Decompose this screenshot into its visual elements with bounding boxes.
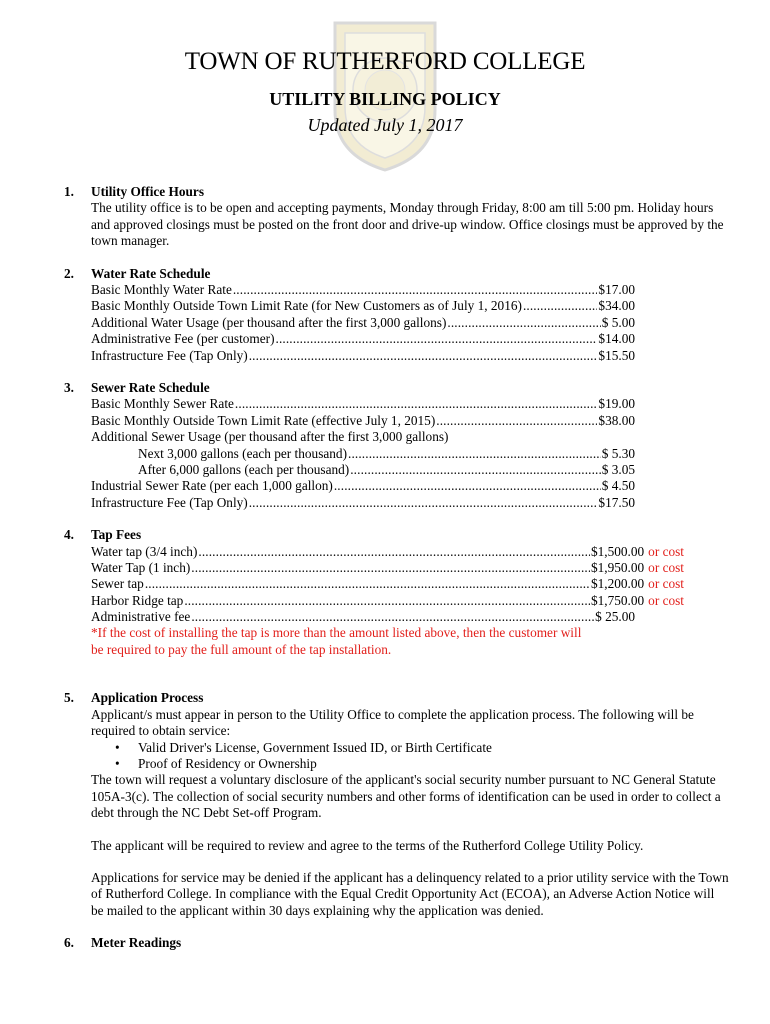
fee-value: $1,500.00 xyxy=(590,543,645,559)
rate-label: Basic Monthly Outside Town Limit Rate (effective July 1, 2015) xyxy=(91,412,436,428)
rate-value: $14.00 xyxy=(598,331,635,347)
policy-agreement-paragraph: The applicant will be required to review and agree to the terms of the Rutherford College Utility Policy. xyxy=(91,837,644,853)
rate-value: $ 5.00 xyxy=(601,314,635,330)
rate-row xyxy=(91,462,635,478)
fee-label: Harbor Ridge tap xyxy=(91,592,184,608)
section-body: The utility office is to be open and accepting payments, Monday through Friday, 8:00 am till 5:00 pm. Holiday hours and approved closings must be posted on the front door and drive-up window. Office closings must be approved by the town manager. xyxy=(91,200,724,249)
rate-value: $17.00 xyxy=(598,282,635,298)
rate-label: Additional Water Usage (per thousand after the first 3,000 gallons) xyxy=(91,314,447,330)
fee-value: $1,200.00 xyxy=(590,576,645,592)
fee-row xyxy=(91,593,684,609)
section-sewer-rates xyxy=(64,380,730,511)
section-number: 6. xyxy=(64,935,74,951)
fee-value: $ 25.00 xyxy=(595,609,635,625)
rate-value: $34.00 xyxy=(598,298,635,314)
rate-value: $15.50 xyxy=(598,347,635,363)
rate-label: Infrastructure Fee (Tap Only) xyxy=(91,347,248,363)
document-subtitle: UTILITY BILLING POLICY xyxy=(269,89,501,109)
section-heading: Sewer Rate Schedule xyxy=(91,379,210,395)
list-item: • Valid Driver's License, Government Issued ID, or Birth Certificate xyxy=(91,740,730,756)
section-heading: Water Rate Schedule xyxy=(91,265,211,281)
section-heading: Application Process xyxy=(91,690,204,706)
required-documents-list xyxy=(91,740,730,773)
rate-row xyxy=(91,348,635,364)
section-number: 1. xyxy=(64,184,74,199)
list-item: • Proof of Residency or Ownership xyxy=(91,756,730,772)
application-intro: Applicant/s must appear in person to the Utility Office to complete the application process. The following will be required to obtain service: xyxy=(91,706,694,739)
or-cost-note: or cost xyxy=(648,559,684,575)
rate-value: $ 5.30 xyxy=(601,445,635,461)
section-heading: Utility Office Hours xyxy=(91,184,204,199)
rate-value: $ 3.05 xyxy=(601,461,635,477)
section-meter-readings xyxy=(64,935,730,951)
rate-value: $17.50 xyxy=(598,494,635,510)
fee-label: Sewer tap xyxy=(91,576,144,592)
rate-row xyxy=(91,478,635,494)
section-tap-fees xyxy=(64,527,730,658)
fee-label: Water tap (3/4 inch) xyxy=(91,543,198,559)
rate-row xyxy=(91,413,635,429)
rate-label: Next 3,000 gallons (each per thousand) xyxy=(138,445,347,461)
rate-value: $ 4.50 xyxy=(601,478,635,494)
policy-content xyxy=(64,184,730,952)
section-number: 2. xyxy=(64,265,74,281)
section-office-hours xyxy=(64,184,730,250)
rate-label: Infrastructure Fee (Tap Only) xyxy=(91,494,248,510)
rate-row xyxy=(91,396,635,412)
fee-row xyxy=(91,609,635,625)
fee-label: Water Tap (1 inch) xyxy=(91,559,191,575)
fee-row xyxy=(91,560,684,576)
section-water-rates xyxy=(64,266,730,364)
additional-usage-label: Additional Sewer Usage (per thousand after the first 3,000 gallons) xyxy=(91,429,449,445)
section-heading: Meter Readings xyxy=(91,935,182,951)
rate-label: Industrial Sewer Rate (per each 1,000 gallon) xyxy=(91,478,333,494)
document-title: TOWN OF RUTHERFORD COLLEGE xyxy=(184,48,586,75)
rate-label: Administrative Fee (per customer) xyxy=(91,331,275,347)
section-application-process xyxy=(64,690,730,919)
updated-date: Updated July 1, 2017 xyxy=(307,115,463,135)
rate-row xyxy=(91,282,635,298)
section-heading: Tap Fees xyxy=(91,527,142,543)
ssn-disclosure-paragraph: The town will request a voluntary disclosure of the applicant's social security number pursuant to NC General Statute 105A-3(c). The collection of social security numbers and other forms of identification can be used in order to collect a debt through the NC Debt Set-off Program. xyxy=(91,772,721,821)
section-number: 5. xyxy=(64,690,74,706)
fee-value: $1,950.00 xyxy=(590,559,645,575)
rate-label: Basic Monthly Water Rate xyxy=(91,282,232,298)
fee-value: $1,750.00 xyxy=(590,592,645,608)
rate-row xyxy=(91,331,635,347)
rate-row xyxy=(91,495,635,511)
or-cost-note: or cost xyxy=(648,543,684,559)
tap-cost-note: *If the cost of installing the tap is more than the amount listed above, then the customer will be required to pay the full amount of the tap installation. xyxy=(91,625,582,657)
or-cost-note: or cost xyxy=(648,592,684,608)
section-number: 3. xyxy=(64,379,74,395)
rate-label: After 6,000 gallons (each per thousand) xyxy=(138,461,350,477)
denial-paragraph: Applications for service may be denied if the applicant has a delinquency related to a prior utility service with the Town of Rutherford College. In compliance with the Equal Credit Opportunity Act (ECOA), an Adverse Action Notice will be mailed to the applicant within 30 days explaining why the application was denied. xyxy=(91,869,729,918)
fee-row xyxy=(91,544,684,560)
rate-label: Basic Monthly Sewer Rate xyxy=(91,396,234,412)
rate-label: Basic Monthly Outside Town Limit Rate (for New Customers as of July 1, 2016) xyxy=(91,298,522,314)
or-cost-note: or cost xyxy=(648,576,684,592)
rate-value: $38.00 xyxy=(598,412,635,428)
rate-row xyxy=(91,446,635,462)
rate-value: $19.00 xyxy=(598,396,635,412)
fee-row xyxy=(91,576,684,592)
fee-label: Administrative fee xyxy=(91,609,191,625)
section-number: 4. xyxy=(64,527,74,543)
rate-row xyxy=(91,298,635,314)
rate-row xyxy=(91,315,635,331)
